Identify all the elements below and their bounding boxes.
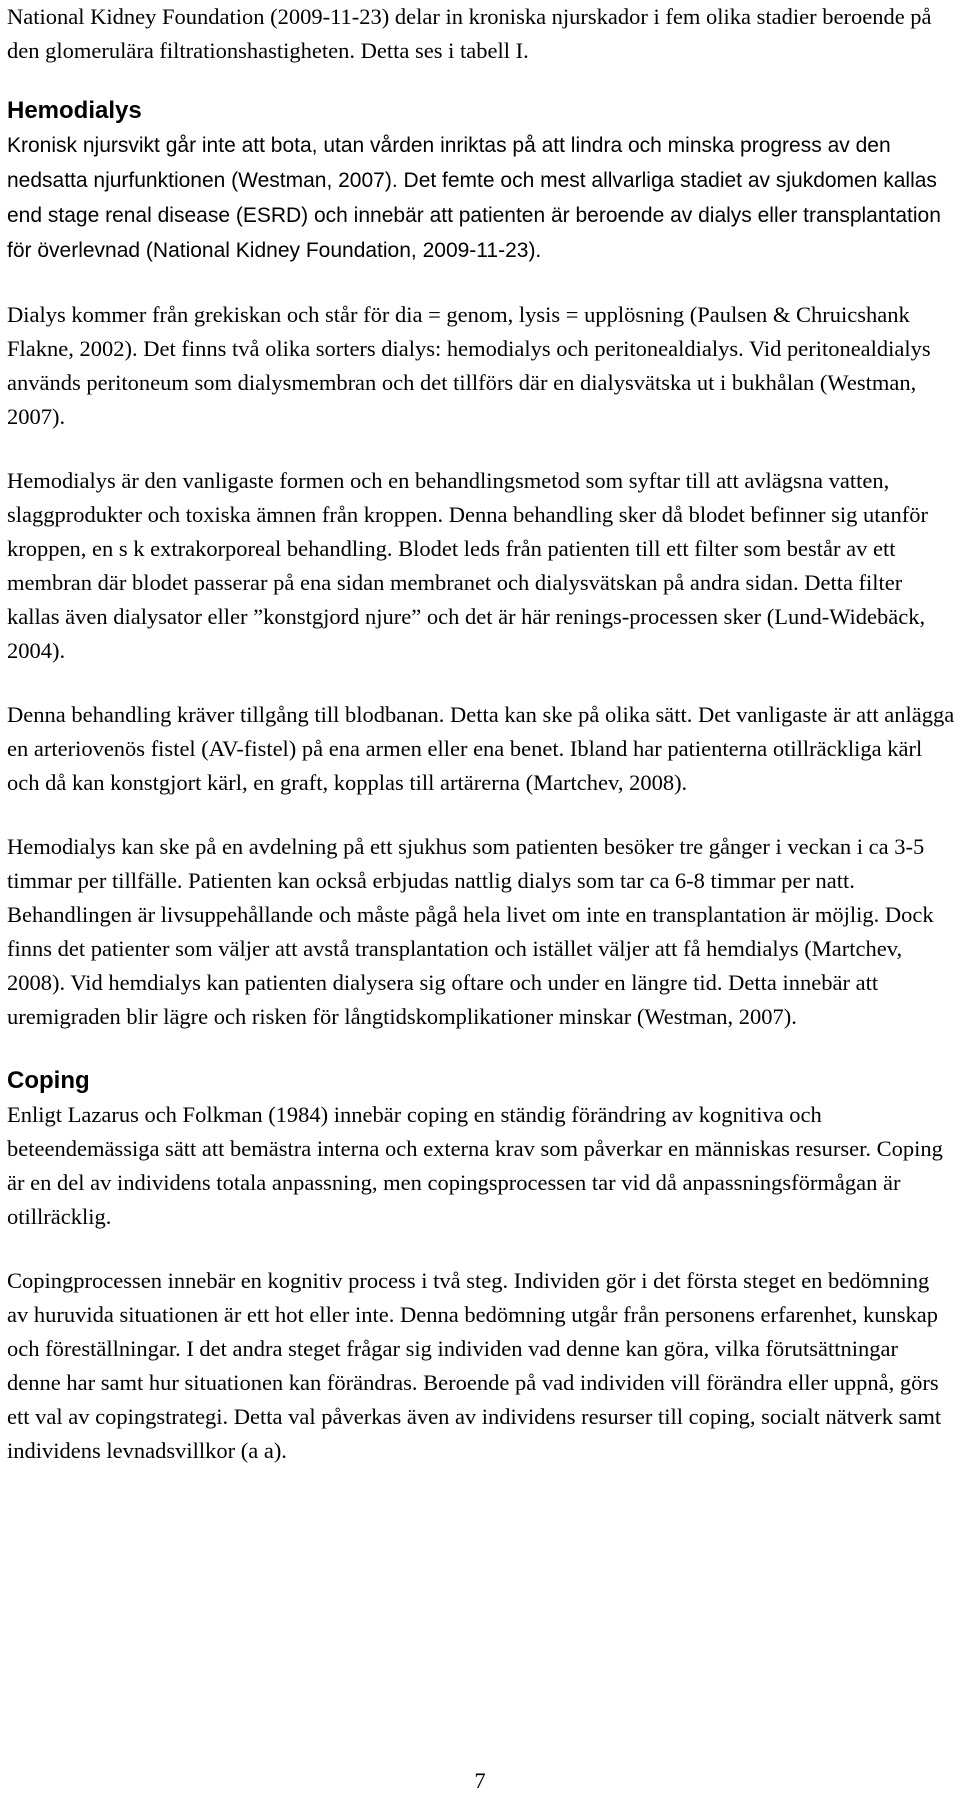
page-number: 7 bbox=[474, 1768, 486, 1793]
hemodialys-paragraph-3: Hemodialys är den vanligaste formen och en behandlingsmetod som syftar till att avlägsna vatten, slaggprodukter och toxiska ämnen från kroppen. Denna behandling sker då blodet befinner sig utanför kroppen, en s k extrakorporeal behandling. Blodet leds från patienten till ett filter som består av ett membran där blodet passerar på ena sidan membranet och dialysvätskan på andra sidan. Detta filter kallas även dialysator eller ”konstgjord njure” och det är här renings-processen sker (Lund-Widebäck, 2004). bbox=[7, 468, 928, 663]
hemodialys-paragraph-1 bbox=[7, 128, 955, 268]
hemodialys-paragraph-1-rest: Det femte och mest allvarliga stadiet av sjukdomen kallas end stage renal disease (ESRD) och innebär att patienten är beroende av dialys eller transplantation för överlevnad (National Kidney Foundation, 2009-11-23). bbox=[7, 169, 941, 262]
intro-paragraph: National Kidney Foundation (2009-11-23) delar in kroniska njurskador i fem olika stadier beroende på den glomerulära filtrationshastigheten. Detta ses i tabell I. bbox=[7, 4, 932, 63]
hemodialys-paragraph-2: Dialys kommer från grekiskan och står för dia = genom, lysis = upplösning (Paulsen & Chruicshank Flakne, 2002). Det finns två olika sorters dialys: hemodialys och peritonealdialys. Vid peritonealdialys används peritoneum som dialysmembran och det tillförs där en dialysvätska ut i bukhålan (Westman, 2007). bbox=[7, 302, 931, 429]
hemodialys-paragraph-4: Denna behandling kräver tillgång till blodbanan. Detta kan ske på olika sätt. Det vanligaste är att anlägga en arteriovenös fistel (AV-fistel) på ena armen eller ena benet. Ibland har patienterna otillräckliga kärl och då kan konstgjort kärl, en graft, kopplas till artärerna (Martchev, 2008). bbox=[7, 702, 955, 795]
heading-coping: Coping bbox=[7, 1067, 90, 1094]
coping-paragraph-1: Enligt Lazarus och Folkman (1984) innebär coping en ständig förändring av kognitiva och beteendemässiga sätt att bemästra interna och externa krav som påverkar en människas resurser. Coping är en del av individens totala anpassning, men copingsprocessen tar vid då anpassningsförmågan är otillräcklig. bbox=[7, 1102, 943, 1229]
document-page bbox=[7, 0, 955, 1498]
hemodialys-paragraph-1-sans-text: Kronisk njursvikt går inte att bota, utan vården inriktas på att lindra och minska progress av den nedsatta njurfunktionen (Westman, 2007). bbox=[7, 134, 891, 192]
heading-hemodialys: Hemodialys bbox=[7, 97, 142, 124]
coping-paragraph-2: Copingprocessen innebär en kognitiv process i två steg. Individen gör i det första steget en bedömning av huruvida situationen är ett hot eller inte. Denna bedömning utgår från personens erfarenhet, kunskap och föreställningar. I det andra steget frågar sig individen vad denne kan göra, vilka förutsättningar denne har samt hur situationen kan förändras. Beroende på vad individen vill förändra eller uppnå, görs ett val av copingstrategi. Detta val påverkas även av individens resurser till coping, socialt nätverk samt individens levnadsvillkor (a a). bbox=[7, 1268, 942, 1463]
hemodialys-paragraph-5: Hemodialys kan ske på en avdelning på ett sjukhus som patienten besöker tre gånger i veckan i ca 3-5 timmar per tillfälle. Patienten kan också erbjudas nattlig dialys som tar ca 6-8 timmar per natt. Behandlingen är livsuppehållande och måste pågå hela livet om inte en transplantation är möjlig. Dock finns det patienter som väljer att avstå transplantation och istället väljer att få hemdialys (Martchev, 2008). Vid hemdialys kan patienten dialysera sig oftare och under en längre tid. Detta innebär att uremigraden blir lägre och risken för långtidskomplikationer minskar (Westman, 2007). bbox=[7, 834, 934, 1029]
